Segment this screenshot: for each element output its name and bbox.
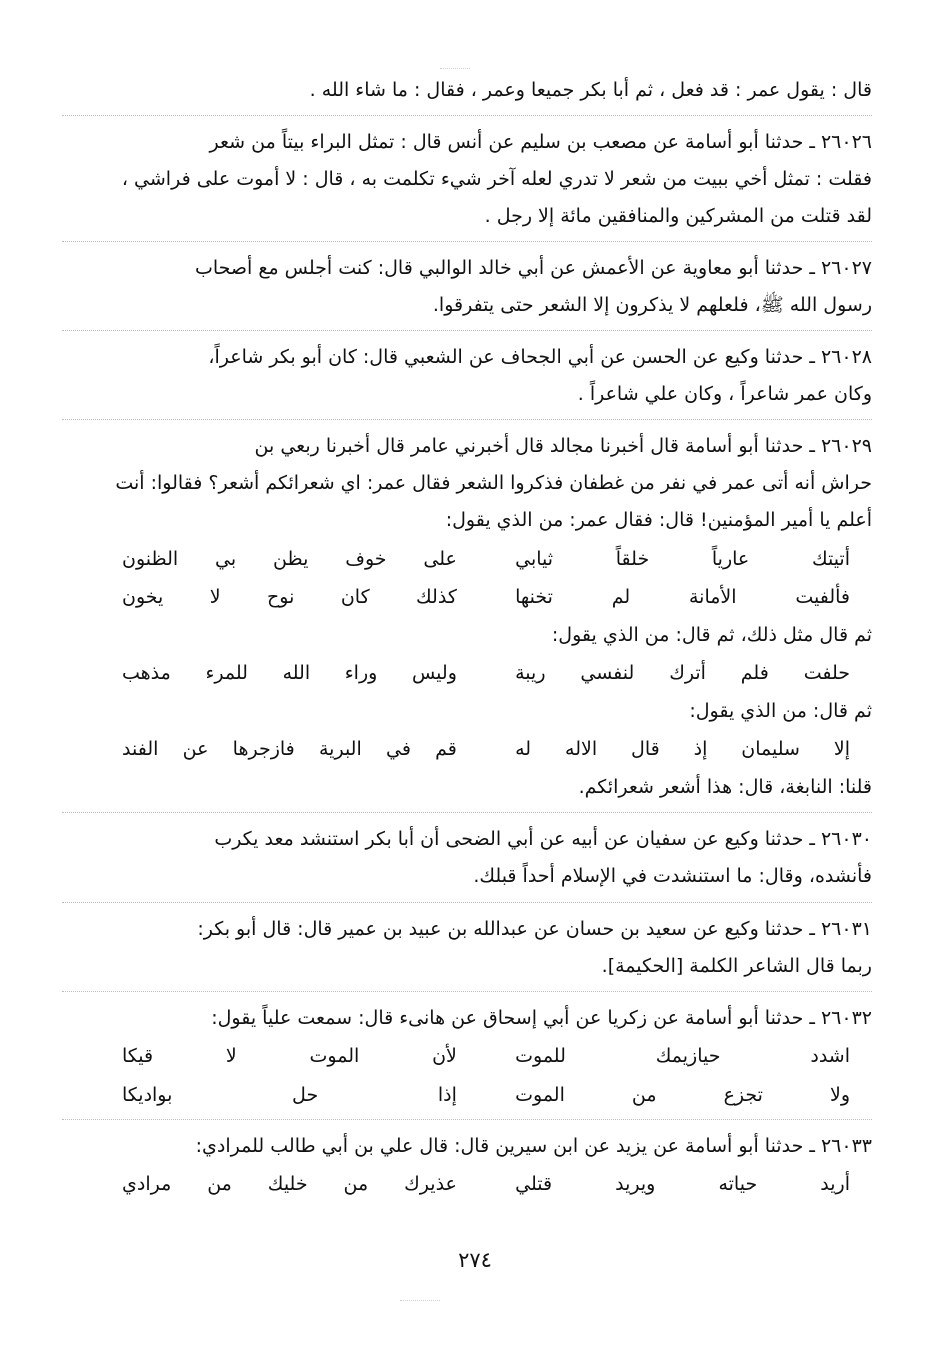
divider xyxy=(62,1119,872,1120)
verse-line xyxy=(122,1037,850,1076)
verse-first-hemistich: ولا تجزع من الموت xyxy=(515,1083,850,1106)
hadith-26029-line-1: ٢٦٠٢٩ ـ حدثنا أبو أسامة قال أخبرنا مجالد قال أخبرني عامر قال أخبرنا ربعي بن xyxy=(254,435,872,458)
narration-line: ثم قال: من الذي يقول: xyxy=(689,700,872,723)
hadith-26030-line-1: ٢٦٠٣٠ ـ حدثنا وكيع عن سفيان عن أبيه عن أبي الضحى أن أبا بكر استنشد معد يكرب xyxy=(214,828,872,851)
divider xyxy=(62,115,872,116)
verse-second-hemistich: عذيرك من خليك من مرادي xyxy=(122,1172,457,1195)
hadith-26028-line-2: وكان عمر شاعراً ، وكان علي شاعراً . xyxy=(577,383,872,406)
divider xyxy=(62,330,872,331)
divider xyxy=(62,812,872,813)
hadith-26029-line-2: حراش أنه أتى عمر في نفر من غطفان فذكروا الشعر فقال عمر: اي شعرائكم أشعر؟ فقالوا: أنت xyxy=(115,472,872,495)
verse-first-hemistich: حلفت فلم أترك لنفسي ريبة xyxy=(515,662,850,685)
verse-line xyxy=(122,540,850,579)
hadith-26031-line-2: ربما قال الشاعر الكلمة [الحكيمة]. xyxy=(601,954,872,977)
verse-second-hemistich: لأن الموت لا قيكا xyxy=(122,1044,457,1067)
divider xyxy=(62,241,872,242)
verse-first-hemistich: أتيتك عارياً خلقاً ثيابي xyxy=(515,547,850,570)
divider xyxy=(62,991,872,992)
hadith-26026-line-1: ٢٦٠٢٦ ـ حدثنا أبو أسامة عن مصعب بن سليم عن أنس قال : تمثل البراء بيتاً من شعر xyxy=(209,131,872,154)
hadith-26026-line-3: لقد قتلت من المشركين والمنافقين مائة إلا رجل . xyxy=(484,205,872,228)
text-line: قال : يقول عمر : قد فعل ، ثم أبا بكر جميعا وعمر ، فقال : ما شاء الله . xyxy=(309,79,872,101)
verse-second-hemistich: كذلك كان نوح لا يخون xyxy=(122,586,457,609)
verse-line xyxy=(122,654,850,693)
verse-second-hemistich: إذا حل بواديكا xyxy=(122,1083,457,1106)
hadith-26027-line-1: ٢٦٠٢٧ ـ حدثنا أبو معاوية عن الأعمش عن أبي خالد الوالبي قال: كنت أجلس مع أصحاب xyxy=(194,257,872,280)
verse-first-hemistich: إلا سليمان إذ قال الاله له xyxy=(515,738,850,761)
top-smudge xyxy=(440,68,470,69)
narration-line: قلنا: النابغة، قال: هذا أشعر شعرائكم. xyxy=(578,776,872,799)
narration-line: ثم قال مثل ذلك، ثم قال: من الذي يقول: xyxy=(551,624,872,647)
verse-line xyxy=(122,1165,850,1204)
verse-line xyxy=(122,578,850,617)
bottom-smudge xyxy=(400,1300,440,1301)
hadith-26030-line-2: فأنشده، وقال: ما استنشدت في الإسلام أحداً قبلك. xyxy=(473,865,872,888)
verse-second-hemistich: وليس وراء الله للمرء مذهب xyxy=(122,662,457,685)
verse-second-hemistich: قم في البرية فازجرها عن الفند xyxy=(122,738,457,761)
hadith-26032-line-1: ٢٦٠٣٢ ـ حدثنا أبو أسامة عن زكريا عن أبي إسحاق عن هانىء قال: سمعت علياً يقول: xyxy=(211,1006,872,1029)
hadith-26028-line-1: ٢٦٠٢٨ ـ حدثنا وكيع عن الحسن عن أبي الجحاف عن الشعبي قال: كان أبو بكر شاعراً، xyxy=(208,346,872,369)
verse-first-hemistich: اشدد حيازيمك للموت xyxy=(515,1044,850,1067)
hadith-26029-line-3: أعلم يا أمير المؤمنين! قال: فقال عمر: من الذي يقول: xyxy=(445,509,872,532)
hadith-26027-line-2: رسول الله ﷺ، فلعلهم لا يذكرون إلا الشعر حتى يتفرقوا. xyxy=(432,294,872,317)
verse-second-hemistich: على خوف يظن بي الظنون xyxy=(122,547,457,570)
hadith-26031-line-1: ٢٦٠٣١ ـ حدثنا وكيع عن سعيد بن حسان عن عبدالله بن عبيد بن عمير قال: قال أبو بكر: xyxy=(197,917,872,940)
page-number: ٢٧٤ xyxy=(458,1248,492,1272)
book-page xyxy=(62,72,872,1204)
divider xyxy=(62,419,872,420)
verse-line xyxy=(122,1076,850,1115)
hadith-26026-line-2: فقلت : تمثل أخي ببيت من شعر لا تدري لعله آخر شيء تكلمت به ، قال : لا أموت على فراشي ، xyxy=(121,168,872,191)
hadith-26033-line-1: ٢٦٠٣٣ ـ حدثنا أبو أسامة عن يزيد عن ابن سيرين قال: قال علي بن أبي طالب للمرادي: xyxy=(195,1134,872,1157)
verse-first-hemistich: فألفيت الأمانة لم تخنها xyxy=(515,586,850,609)
divider xyxy=(62,902,872,903)
verse-line xyxy=(122,730,850,769)
verse-first-hemistich: أريد حياته ويريد قتلي xyxy=(515,1172,850,1195)
